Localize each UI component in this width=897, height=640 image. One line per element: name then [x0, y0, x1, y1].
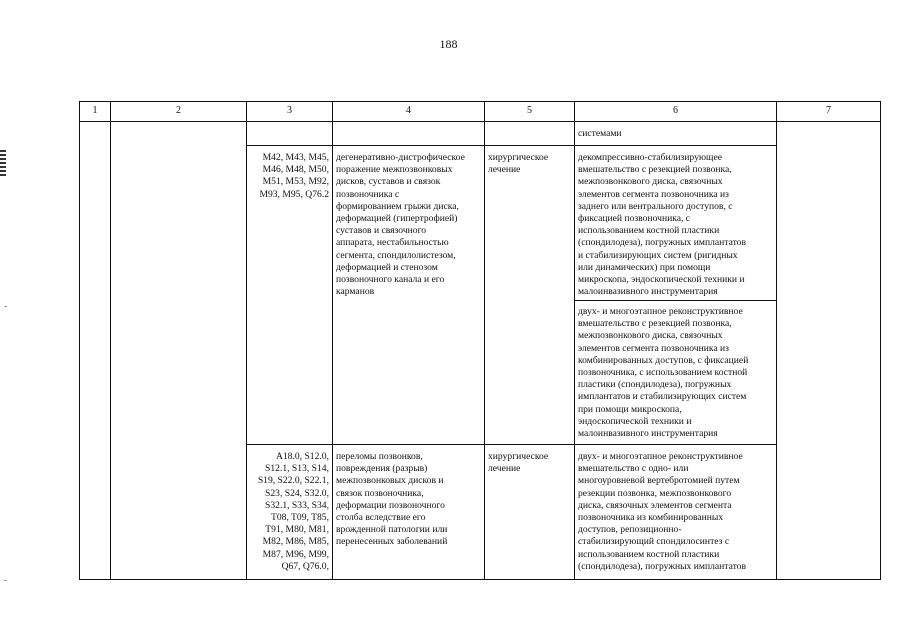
row-rule	[246, 444, 776, 445]
table-border-left	[79, 101, 80, 580]
treatment-type-cell: хирургическое лечение	[488, 451, 549, 475]
diagnosis-cell: переломы позвонков, повреждения (разрыв) межпозвонковых дисков и связок позвоночника, деформации позвоночного столба вследствие его врожденной патологии или перенесенных заболеваний	[336, 451, 448, 548]
method-cell: системами	[578, 128, 622, 139]
row-rule	[246, 145, 776, 146]
column-rule	[246, 101, 247, 580]
margin-tick	[4, 306, 7, 307]
header-cell-7: 7	[826, 105, 831, 116]
header-cell-3: 3	[287, 105, 292, 116]
diagnosis-cell: дегенеративно-дистрофическое поражение межпозвонковых дисков, суставов и связок позвоночника с формированием грыжи диска, деформацией (гипертрофией) суставов и связочного аппарата, нестабильностью сегмента, спондилолистезом, деформацией и стенозом позвоночного канала и его карманов	[336, 152, 465, 298]
column-rule	[110, 101, 111, 580]
header-bottom-rule	[79, 121, 881, 122]
treatment-type-cell: хирургическое лечение	[488, 152, 549, 176]
scan-margin-mark	[0, 150, 6, 176]
header-cell-5: 5	[527, 105, 532, 116]
method-cell: декомпрессивно-стабилизирующее вмешательство с резекцией позвонка, межпозвонкового диска, связочных элементов сегмента позвоночника из заднего или вентрального доступов, с фиксацией позвоночника, с использованием костной пластики (спондилодеза), погружных имплантатов и стабилизирующих систем (ригидных или динамических) при помощи микроскопа, эндоскопической техники и малоинвазивного инструментария	[578, 152, 746, 298]
table-border-bottom	[79, 579, 881, 580]
method-cell: двух- и многоэтапное реконструктивное вмешательство с резекцией позвонка, межпозвонкового диска, связочных элементов сегмента позвоночника из комбинированных доступов, с фиксацией позвоночника, с использованием костной пластики (спондилодеза), погружных имплантатов и стабилизирующих систем при помощи микроскопа, эндоскопической техники и малоинвазивного инструментария	[578, 306, 749, 440]
column-rule	[776, 101, 777, 580]
icd-codes-cell: A18.0, S12.0, S12.1, S13, S14, S19, S22.0, S22.1, S23, S24, S32.0, S32.1, S33, S34, T08, T09, T85, T91, M80, M81, M82, M86, M85, M87, M96, M99, Q67, Q76.0,	[257, 451, 329, 572]
page-number: 188	[439, 37, 458, 51]
icd-codes-cell: M42, M43, M45, M46, M48, M50, M51, M53, M92, M93, M95, Q76.2	[259, 152, 329, 200]
column-rule	[574, 101, 575, 580]
header-cell-1: 1	[92, 105, 98, 116]
margin-tick	[4, 580, 7, 581]
header-cell-6: 6	[673, 105, 678, 116]
table-border-top	[79, 101, 881, 102]
column-rule	[332, 101, 333, 580]
method-cell: двух- и многоэтапное реконструктивное вмешательство с одно- или многоуровневой вертебротомией путем резекции позвонка, межпозвонкового диска, связочных элементов сегмента позвоночника из комбинированных доступов, репозиционно- стабилизирующий спондилосинтез с использованием костной пластики (спондилодеза), погружных имплантатов	[578, 451, 746, 572]
header-cell-4: 4	[406, 105, 411, 116]
row-rule	[574, 300, 776, 301]
header-cell-2: 2	[176, 105, 181, 116]
table-border-right	[880, 101, 881, 580]
